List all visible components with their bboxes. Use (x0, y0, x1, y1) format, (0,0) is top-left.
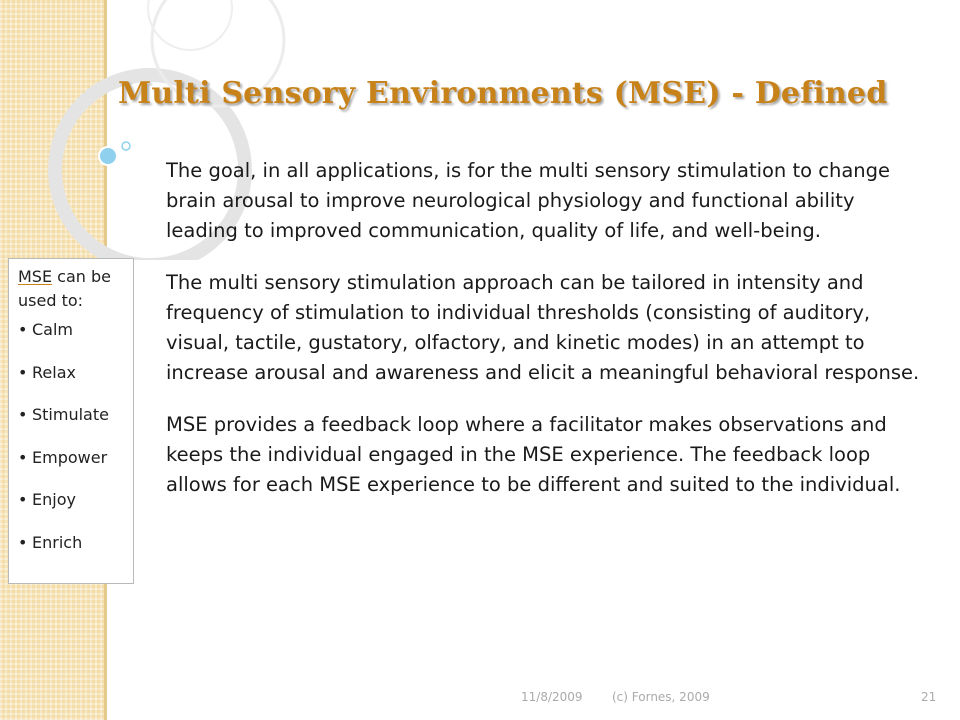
list-item-label: Relax (32, 362, 76, 382)
list-item-enrich (18, 532, 127, 554)
list-item-enjoy (18, 489, 127, 511)
slide-title: Multi Sensory Environments (MSE) - Defined (118, 76, 888, 111)
tiny-dot-icon (122, 142, 130, 150)
sidebox-heading (18, 265, 127, 313)
sidebox-term: MSE (18, 267, 53, 286)
paragraph-goal: The goal, in all applications, is for the multi sensory stimulation to change brain arousal to improve neurological physiology and functional ability leading to improved communication, quality of life, and well-being. (166, 159, 891, 242)
list-item-label: Calm (32, 320, 74, 339)
body-content (166, 156, 926, 522)
bullet-icon: • (18, 405, 28, 424)
uses-sidebox (8, 258, 134, 584)
sidebox-heading-rest: can be used to: (18, 267, 111, 310)
list-item-empower (18, 447, 127, 469)
uses-list (18, 319, 127, 554)
footer-date: 11/8/2009 (521, 690, 583, 704)
bullet-icon: • (18, 447, 28, 467)
list-item-relax (18, 362, 127, 384)
bullet-icon: • (18, 320, 28, 339)
paragraph-approach: The multi sensory stimulation approach can be tailored in intensity and frequency of stimulation to individual thresholds (consisting of auditory, visual, tactile, gustatory, olfactory, and kinetic modes) in an attempt to increase arousal and awareness and elicit a meaningful behavioral response. (166, 271, 920, 384)
blue-dot-icon (99, 147, 117, 165)
page-number: 21 (921, 690, 937, 704)
list-item-stimulate (18, 404, 127, 426)
list-item-label: Empower (32, 447, 108, 467)
list-item-calm (18, 319, 127, 341)
bullet-icon: • (18, 362, 28, 382)
list-item-label: Enrich (32, 532, 83, 552)
footer-credit: (c) Fornes, 2009 (612, 690, 710, 704)
bullet-icon: • (18, 490, 28, 509)
list-item-label: Enjoy (32, 490, 76, 509)
list-item-label: Stimulate (32, 405, 109, 424)
bullet-icon: • (18, 532, 28, 552)
paragraph-feedback: MSE provides a feedback loop where a facilitator makes observations and keeps the individual engaged in the MSE experience. The feedback loop allows for each MSE experience to be different and suited to the individual. (166, 413, 901, 496)
